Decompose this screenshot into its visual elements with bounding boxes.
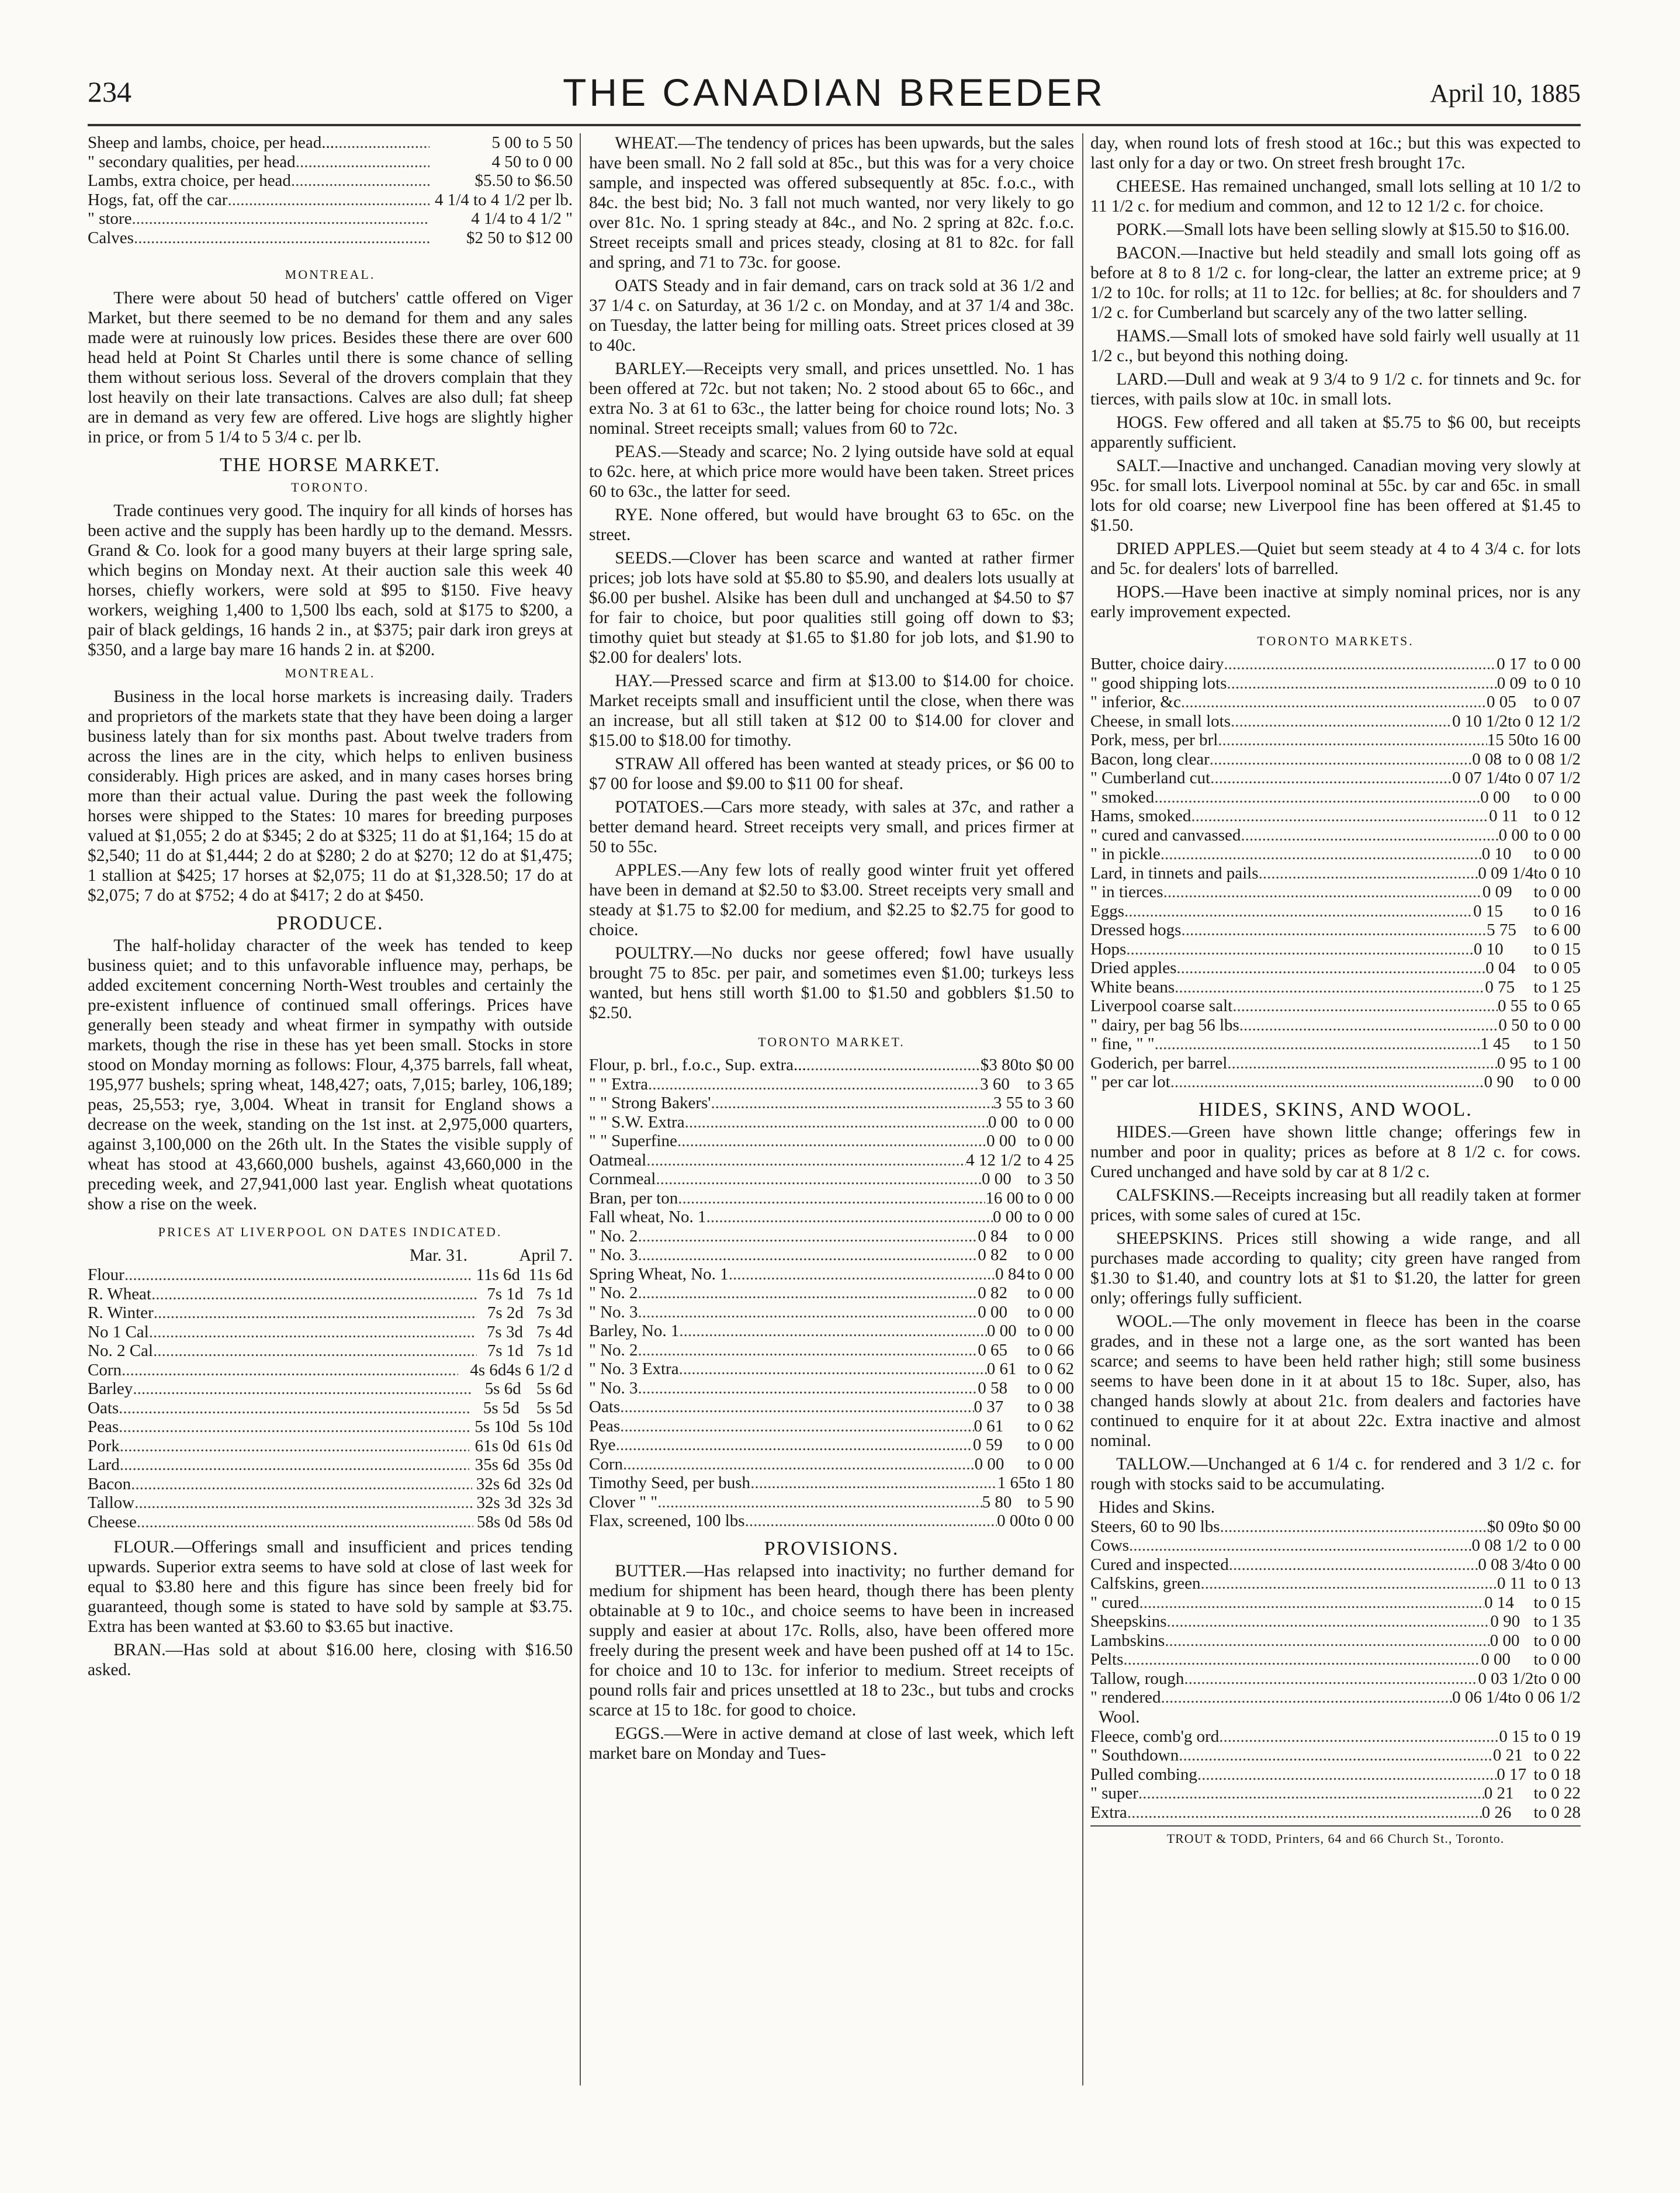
article-paragraph: BUTTER.—Has relapsed into inactivity; no further demand for medium for shipment has been heard, though there has been plenty obtainable at 9 to 10c., and choice seems to have been in increased supply and easier at about 17c. Rolls, also, have been offered more freely during the present week and have been pushed off at 14 to 15c. for choice and 10 to 13c. for inferior to medium. Street receipts of pound rolls fair and prices unsettled at 18 to 23c., but tubs and crocks scarce at 15 to 18c. for good to choice. — [589, 1561, 1074, 1720]
table-row: Pulled combing ..... 0 17 to 0 18 — [1090, 1765, 1581, 1784]
quote-row: Hogs, fat, off the car ..... 4 1/4 to 4 1/2 per lb. — [88, 191, 573, 210]
quote-row: " store ..... 4 1/4 to 4 1/2 " — [88, 209, 573, 229]
table-row: Hops ..... 0 10 to 0 15 — [1090, 940, 1581, 959]
article-paragraph: WHEAT.—The tendency of prices has been upwards, but the sales have been small. No 2 fall sold at 85c., but this was for a very choice sample, and inspected was offered subsequently at 85c. f.o.c., with 84c. the best bid; No. 3 fall not much wanted, nor very likely to go over 81c. No. 1 spring steady at 84c., and No. 2 spring at 82c. f.o.c. Street receipts small and prices steady, closing at 81 to 82c. for fall and spring, and 71 to 73c. for goose. — [589, 134, 1074, 272]
table-row: Tallow ..... 32s 3d 32s 3d — [88, 1493, 573, 1513]
table-row: Cheese, in small lots ..... 0 10 1/2 to 0 12 1/2 — [1090, 712, 1581, 731]
section-heading: PROVISIONS. — [764, 1537, 899, 1559]
table-row: Pork ..... 61s 0d 61s 0d — [88, 1437, 573, 1456]
hides-skins-table — [1090, 1517, 1581, 1707]
table-row: " cured and canvassed ..... 0 00 to 0 00 — [1090, 826, 1581, 845]
table-row: Oats ..... 0 37 to 0 38 — [589, 1398, 1074, 1417]
table-row: Flax, screened, 100 lbs ..... 0 00 to 0 00 — [589, 1511, 1074, 1531]
article-paragraph: HAY.—Pressed scarce and firm at $13.00 to $14.00 for choice. Market receipts small and insufficient until the close, when there was an increase, but all still taken at $12 00 to $14.00 for clover and $15.00 to $18.00 for timothy. — [589, 672, 1074, 750]
article-paragraph: HOPS.—Have been inactive at simply nominal prices, nor is any early improvement expected. — [1090, 583, 1581, 621]
issue-date: April 10, 1885 — [1430, 79, 1581, 108]
table-row: " No. 3 ..... 0 00 to 0 00 — [589, 1303, 1074, 1322]
table-row: Dressed hogs ..... 5 75 to 6 00 — [1090, 921, 1581, 940]
table-row: " rendered ..... 0 06 1/4 to 0 06 1/2 — [1090, 1688, 1581, 1707]
article-paragraph: POULTRY.—No ducks nor geese offered; fowl have usually brought 75 to 85c. per pair, and sometimes even $1.00; turkeys less wanted, but hens still worth $1.00 to $1.50 and gobblers $1.50 to $2.50. — [589, 944, 1074, 1022]
table-heading: PRICES AT LIVERPOOL ON DATES INDICATED. — [158, 1225, 503, 1239]
article-paragraph: DRIED APPLES.—Quiet but seem steady at 4 to 4 3/4 c. for lots and 5c. for dealers' lots of barrelled. — [1090, 539, 1581, 578]
table-row: Rye ..... 0 59 to 0 00 — [589, 1436, 1074, 1455]
table-row: Steers, 60 to 90 lbs ..... $0 09 to $0 00 — [1090, 1517, 1581, 1537]
article-paragraph: HOGS. Few offered and all taken at $5.75 to $6 00, but receipts apparently sufficient. — [1090, 413, 1581, 452]
table-row: " dairy, per bag 56 lbs ..... 0 50 to 0 00 — [1090, 1016, 1581, 1035]
table-row: " super ..... 0 21 to 0 22 — [1090, 1784, 1581, 1803]
article-paragraph: SEEDS.—Clover has been scarce and wanted at rather firmer prices; job lots have sold at $5.80 to $5.90, and dealers lots usually at $6.00 per bushel. Alsike has been dull and unchanged at $4.50 to $7 for fair to choice, but poor qualities still going off down to $3; timothy quiet but steady at $1.65 to $1.80 for job lots, and $1.90 to $2.00 for dealers' lots. — [589, 549, 1074, 667]
cattle-quotes — [88, 133, 573, 247]
table-row: " No. 2 ..... 0 82 to 0 00 — [589, 1284, 1074, 1303]
table-row: Cured and inspected ..... 0 08 3/4 to 0 00 — [1090, 1555, 1581, 1575]
article-paragraph: CALFSKINS.—Receipts increasing but all readily taken at former prices, with some sales of cured at 15c. — [1090, 1185, 1581, 1225]
wool-table — [1090, 1727, 1581, 1822]
article-paragraph: TALLOW.—Unchanged at 6 1/4 c. for rendered and 3 1/2 c. for rough with stocks said to be accumulating. — [1090, 1454, 1581, 1493]
table-row: Dried apples ..... 0 04 to 0 05 — [1090, 959, 1581, 978]
table-row: Liverpool coarse salt ..... 0 55 to 0 65 — [1090, 997, 1581, 1016]
table-row: Cows ..... 0 08 1/2 to 0 00 — [1090, 1536, 1581, 1555]
table-row: Lard, in tinnets and pails ..... 0 09 1/4 to 0 10 — [1090, 864, 1581, 883]
article-paragraph: SHEEPSKINS. Prices still showing a wide range, and all purchases made according to quality; city green have ranged from $1.30 to $1.40, and country lots at $1 to $1.20, the latter for green only; offerings fully sufficient. — [1090, 1229, 1581, 1308]
table-row: Eggs ..... 0 15 to 0 16 — [1090, 902, 1581, 921]
article-paragraph: BACON.—Inactive but held steadily and small lots going off as before at 8 to 8 1/2 c. for long-clear, the latter an extreme price; at 9 1/2 to 10c. for rolls; at 11 to 12c. for bellies; at 8c. for shoulders and 7 1/2 c. for Cumberland but scarcely any of the two latter selling. — [1090, 244, 1581, 322]
table-row: " No. 3 ..... 0 58 to 0 00 — [589, 1379, 1074, 1398]
article-paragraph: POTATOES.—Cars more steady, with sales at 37c, and rather a better demand heard. Street receipts very small, and prices firmer at 50 to 55c. — [589, 798, 1074, 856]
table-row: " in tierces ..... 0 09 to 0 00 — [1090, 883, 1581, 902]
article-paragraph: FLOUR.—Offerings small and insufficient and prices tending upwards. Superior extra seems to have sold at close of last week for equal to $3.80 here and this figure has since been freely bid for guaranteed, though some is stated to have sold by sample at $3.75. Extra has been wanted at $3.60 to $3.65 but inactive. — [88, 1538, 573, 1636]
table-row: " Cumberland cut ..... 0 07 1/4 to 0 07 1/2 — [1090, 769, 1581, 788]
article-paragraph: HIDES.—Green have shown little change; offerings few in number and poor in quality; prices as before at 8 1/2 c. for cows. Cured unchanged and have sold by car at 8 1/2 c. — [1090, 1122, 1581, 1181]
printer-imprint: TROUT & TODD, Printers, 64 and 66 Church St., Toronto. — [1090, 1825, 1581, 1849]
table-row: Corn ..... 0 00 to 0 00 — [589, 1455, 1074, 1474]
table-row: Goderich, per barrel ..... 0 95 to 1 00 — [1090, 1054, 1581, 1073]
table-row: Spring Wheat, No. 1 ..... 0 84 to 0 00 — [589, 1265, 1074, 1284]
table-row: Butter, choice dairy ..... 0 17 to 0 00 — [1090, 655, 1581, 674]
table-row: " per car lot ..... 0 90 to 0 00 — [1090, 1073, 1581, 1092]
article-paragraph: SALT.—Inactive and unchanged. Canadian moving very slowly at 95c. for small lots. Liverpool nominal at 55c. by car and 65c. in small lots for old coarse; new Liverpool fine has been offered at $1.45 to $1.50. — [1090, 456, 1581, 535]
column-divider — [1082, 133, 1083, 2085]
table-row: No 1 Cal ..... 7s 3d 7s 4d — [88, 1323, 573, 1342]
table-row: " " Strong Bakers' ..... 3 55 to 3 60 — [589, 1094, 1074, 1113]
article-paragraph: PEAS.—Steady and scarce; No. 2 lying outside have sold at equal to 62c. here, at which price more would have been taken. Street prices 60 to 63c., the latter for seed. — [589, 442, 1074, 501]
column-1 — [88, 133, 573, 1683]
table-heading: TORONTO MARKET. — [758, 1035, 905, 1049]
table-row: Lambskins ..... 0 00 to 0 00 — [1090, 1631, 1581, 1651]
table-row: Cheese ..... 58s 0d 58s 0d — [88, 1513, 573, 1532]
table-row: " in pickle ..... 0 10 to 0 00 — [1090, 845, 1581, 864]
table-row: Pork, mess, per brl ..... 15 50 to 16 00 — [1090, 731, 1581, 750]
table-row: Tallow, rough ..... 0 03 1/2 to 0 00 — [1090, 1669, 1581, 1689]
table-row: Calfskins, green ..... 0 11 to 0 13 — [1090, 1574, 1581, 1593]
article-paragraph: Business in the local horse markets is increasing daily. Traders and proprietors of the markets state that they have been doing a larger business lately than for six months past. About twelve traders from across the lines are in the city, which helps to enliven business considerably. High prices are asked, and in many cases horses bring more than their actual value. During the past week the following horses were shipped to the States: 10 mares for breeding purposes valued at $1,055; 2 do at $345; 2 do at $325; 11 do at $1,164; 15 do at $2,540; 11 do at $1,444; 2 do at $280; 2 do at $270; 12 do at $1,475; 1 stallion at $425; 17 horses at $2,075; 11 do at $1,328.50; 17 do at $2,075; 7 do at $752; 4 do at $417; 2 do at $450. — [88, 687, 573, 905]
table-row: R. Winter ..... 7s 2d 7s 3d — [88, 1303, 573, 1323]
article-paragraph: EGGS.—Were in active demand at close of last week, which left market bare on Monday and Tues- — [589, 1724, 1074, 1763]
table-row: Flour ..... 11s 6d 11s 6d — [88, 1265, 573, 1285]
article-paragraph: LARD.—Dull and weak at 9 3/4 to 9 1/2 c. for tinnets and 9c. for tierces, with pails slow at 10c. in small lots. — [1090, 370, 1581, 409]
article-paragraph: OATS Steady and in fair demand, cars on track sold at 36 1/2 and 37 1/4 c. on Saturday, at 36 1/2 c. on Monday, and at 37 1/4 and 38c. on Tuesday, the latter being for milling oats. Street prices closed at 39 to 40c. — [589, 276, 1074, 355]
article-paragraph: BRAN.—Has sold at about $16.00 here, closing with $16.50 asked. — [88, 1641, 573, 1679]
table-row: Oats ..... 5s 5d 5s 5d — [88, 1399, 573, 1418]
table-row: Peas ..... 0 61 to 0 62 — [589, 1417, 1074, 1436]
quote-row: Calves ..... $2 50 to $12 00 — [88, 229, 573, 248]
masthead — [88, 70, 1581, 123]
article-paragraph: HAMS.—Small lots of smoked have sold fairly well usually at 11 1/2 c., but beyond this nothing doing. — [1090, 327, 1581, 365]
table-heading: TORONTO MARKETS. — [1257, 634, 1414, 648]
toronto-markets-table — [1090, 655, 1581, 1092]
column-2 — [589, 133, 1074, 1767]
section-subheading: MONTREAL. — [285, 267, 376, 282]
table-heading: Hides and Skins. — [1099, 1497, 1215, 1517]
column-3 — [1090, 133, 1581, 1849]
quote-row: Lambs, extra choice, per head ..... $5.50 to $6.50 — [88, 171, 573, 191]
table-row: " Southdown ..... 0 21 to 0 22 — [1090, 1746, 1581, 1765]
table-row: No. 2 Cal ..... 7s 1d 7s 1d — [88, 1341, 573, 1361]
quote-row: Sheep and lambs, choice, per head... ..... 5 00 to 5 50 — [88, 133, 573, 153]
table-row: " No. 3 Extra ..... 0 61 to 0 62 — [589, 1360, 1074, 1379]
table-row: White beans ..... 0 75 to 1 25 — [1090, 978, 1581, 997]
table-row: Timothy Seed, per bush ..... 1 65 to 1 80 — [589, 1473, 1074, 1493]
table-row: " No. 2 ..... 0 84 to 0 00 — [589, 1227, 1074, 1246]
toronto-market-table — [589, 1056, 1074, 1531]
section-heading: PRODUCE. — [276, 912, 384, 934]
article-paragraph: There were about 50 head of butchers' cattle offered on Viger Market, but there seemed to be no demand for them and any sales made were at ruinously low prices. Besides these there are over 600 head held at Point St Charles until there is some chance of selling them without serious loss. Several of the drovers complain that they lost heavily on their late transactions. Calves are also dull; fat sheep are in demand as very few are offered. Live hogs are slightly higher in price, or from 5 1/4 to 5 3/4 c. per lb. — [88, 289, 573, 447]
table-row: " No. 3 ..... 0 82 to 0 00 — [589, 1246, 1074, 1265]
section-subheading: MONTREAL. — [285, 666, 376, 680]
liverpool-table — [88, 1246, 573, 1531]
table-row: " " S.W. Extra ..... 0 00 to 0 00 — [589, 1113, 1074, 1132]
table-row: Oatmeal ..... 4 12 1/2 to 4 25 — [589, 1151, 1074, 1170]
article-paragraph: WOOL.—The only movement in fleece has been in the coarse grades, and in these not a large one, as the sort wanted has been scarce; and seems to have been held rather high; still some business seems to have been done in it at about 15 to 18c. Super, also, has changed hands slowly at about 21c. from dealers and factories have continued to enquire for it at about 22c. Extra inactive and almost nominal. — [1090, 1312, 1581, 1450]
table-row: " good shipping lots ..... 0 09 to 0 10 — [1090, 674, 1581, 693]
section-heading: THE HORSE MARKET. — [219, 454, 441, 476]
table-row: Hams, smoked ..... 0 11 to 0 12 — [1090, 807, 1581, 826]
article-paragraph: STRAW All offered has been wanted at steady prices, or $6 00 to $7 00 for loose and $9.00 to $11 00 for sheaf. — [589, 755, 1074, 793]
table-row: Bacon, long clear ..... 0 08 to 0 08 1/2 — [1090, 750, 1581, 769]
article-paragraph: day, when round lots of fresh stood at 16c.; but this was expected to last only for a day or two. On street fresh brought 17c. — [1090, 134, 1581, 172]
masthead-rule — [88, 124, 1581, 126]
table-row: Corn ..... 4s 6d 4s 6 1/2 d — [88, 1361, 573, 1380]
table-heading: Wool. — [1099, 1707, 1140, 1727]
article-paragraph: RYE. None offered, but would have brought 63 to 65c. on the street. — [589, 506, 1075, 544]
table-row: Bacon ..... 32s 6d 32s 0d — [88, 1475, 573, 1494]
table-row: Extra ..... 0 26 to 0 28 — [1090, 1803, 1581, 1822]
table-row: Pelts ..... 0 00 to 0 00 — [1090, 1650, 1581, 1669]
table-row: " cured ..... 0 14 to 0 15 — [1090, 1593, 1581, 1613]
quote-row: " secondary qualities, per head ..... 4 50 to 0 00 — [88, 153, 573, 172]
article-paragraph: APPLES.—Any few lots of really good winter fruit yet offered have been in demand at $2.50 to $3.00. Street receipts very small and steady at $1.75 to $2.00 for medium, and $2.25 to $2.75 for good to choice. — [589, 861, 1074, 939]
table-row: Fleece, comb'g ord ..... 0 15 to 0 19 — [1090, 1727, 1581, 1746]
table-row: " smoked ..... 0 00 to 0 00 — [1090, 788, 1581, 807]
page-number: 234 — [88, 75, 131, 108]
table-row: " No. 2 ..... 0 65 to 0 66 — [589, 1341, 1074, 1360]
section-heading: HIDES, SKINS, AND WOOL. — [1198, 1098, 1473, 1120]
table-row: Cornmeal ..... 0 00 to 3 50 — [589, 1170, 1074, 1189]
section-subheading: TORONTO. — [291, 480, 369, 494]
table-row: Lard ..... 35s 6d 35s 0d — [88, 1455, 573, 1475]
article-paragraph: BARLEY.—Receipts very small, and prices unsettled. No. 1 has been offered at 72c. but not taken; No. 2 stood about 65 to 66c., and extra No. 3 at 61 to 63c., the latter being for choice round lots; No. 3 nominal. Street receipts small; values from 60 to 72c. — [589, 359, 1074, 438]
column-divider — [580, 133, 581, 2085]
table-header: Mar. 31. April 7. — [409, 1246, 573, 1265]
table-row: Peas ..... 5s 10d 5s 10d — [88, 1417, 573, 1437]
newspaper-title: THE CANADIAN BREEDER — [563, 71, 1106, 114]
table-row: Bran, per ton ..... 16 00 to 0 00 — [589, 1189, 1074, 1208]
article-paragraph: CHEESE. Has remained unchanged, small lots selling at 10 1/2 to 11 1/2 c. for medium and common, and 12 to 12 1/2 c. for choice. — [1090, 177, 1581, 216]
article-paragraph: PORK.—Small lots have been selling slowly at $15.50 to $16.00. — [1116, 220, 1570, 239]
table-row: Flour, p. brl., f.o.c., Sup. extra... ..... $3 80 to $0 00 — [589, 1056, 1074, 1075]
article-paragraph: The half-holiday character of the week has tended to keep business quiet; and to this unfavorable influence may, perhaps, be added excitement concerning North-West troubles and certainly the pre-existent influence of continued small offerings. Prices have generally been steady and wheat firmer in sympathy with outside markets, though the rise in these has yet been small. Stocks in store stood on Monday morning as follows: Flour, 4,375 barrels, fall wheat, 195,977 bushels; spring wheat, 148,427; oats, 7,015; barley, 106,189; peas, 25,553; rye, 3,004. Wheat in transit for England shows a decrease on the week, standing on the 1st inst. at 2,975,000 quarters, against 3,100,000 on the 26th ult. In the States the visible supply of wheat has stood at 43,660,000 bushels, against 43,660,000 in the preceding week, and 27,941,000 last year. English wheat quotations show a rise on the week. — [88, 936, 573, 1213]
table-row: Fall wheat, No. 1 ..... 0 00 to 0 00 — [589, 1208, 1074, 1227]
table-row: " inferior, &c ..... 0 05 to 0 07 — [1090, 693, 1581, 712]
table-row: Barley, No. 1 ..... 0 00 to 0 00 — [589, 1322, 1074, 1341]
table-row: R. Wheat ..... 7s 1d 7s 1d — [88, 1285, 573, 1304]
table-row: Clover " " ..... 5 80 to 5 90 — [589, 1493, 1074, 1512]
table-row: " " Superfine ..... 0 00 to 0 00 — [589, 1132, 1074, 1151]
article-paragraph: Trade continues very good. The inquiry for all kinds of horses has been active and the supply has been hardly up to the demand. Messrs. Grand & Co. look for a good many buyers at their large spring sale, which begins on Monday next. At their auction sale this week 40 horses, chiefly workers, were sold at $95 to $150. Five heavy workers, weighing 1,400 to 1,500 lbs each, sold at $175 to $200, a pair of black geldings, 16 hands 2 in., at $375; pair dark iron greys at $350, and a large bay mare 16 hands 2 in. at $200. — [88, 501, 573, 659]
table-row: " fine, " " ..... 1 45 to 1 50 — [1090, 1035, 1581, 1054]
table-row: Sheepskins ..... 0 90 to 1 35 — [1090, 1612, 1581, 1631]
table-row: " " Extra ..... 3 60 to 3 65 — [589, 1075, 1074, 1094]
table-row: Barley ..... 5s 6d 5s 6d — [88, 1379, 573, 1399]
